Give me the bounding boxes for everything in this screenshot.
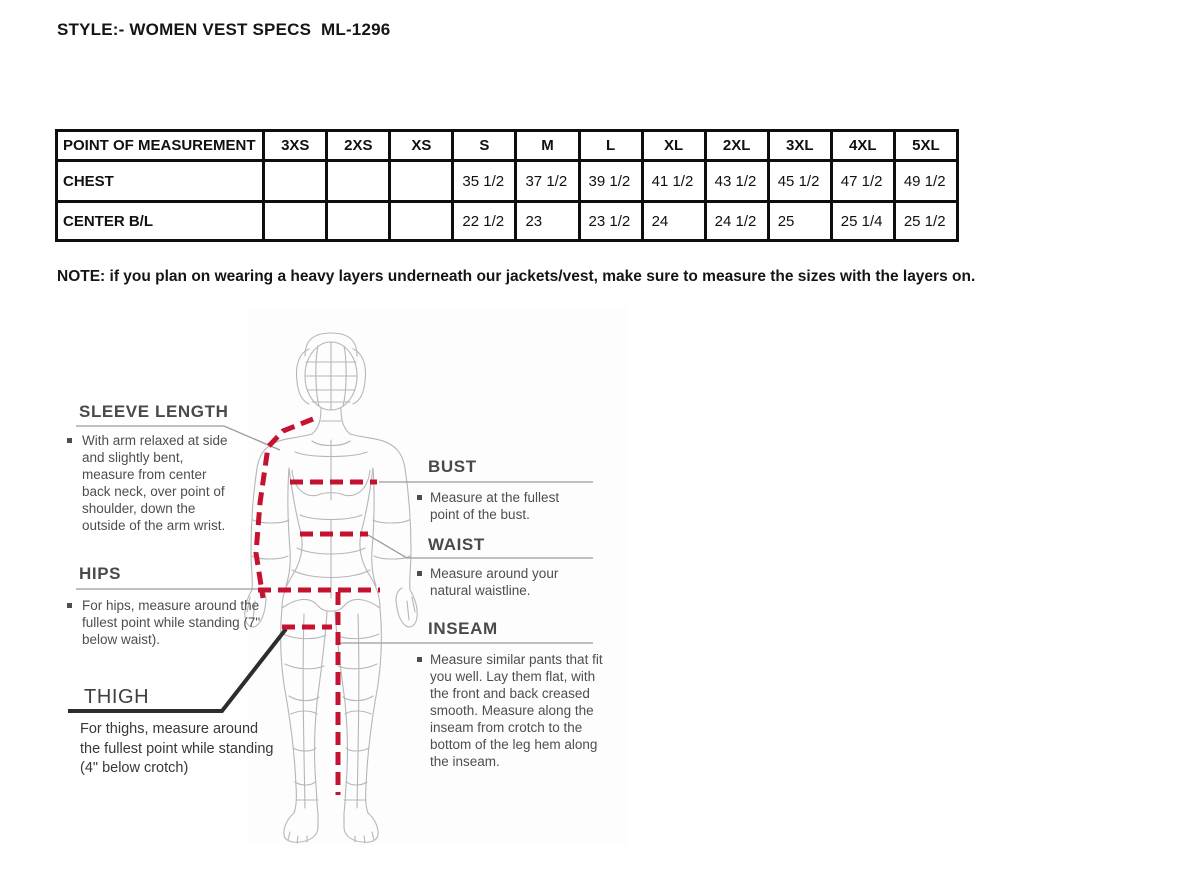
col-header-size-4XL: 4XL xyxy=(831,131,894,161)
measurement-value-cell: 24 1/2 xyxy=(705,202,768,241)
col-header-size-L: L xyxy=(579,131,642,161)
measurement-value-cell: 43 1/2 xyxy=(705,161,768,202)
note-text: NOTE: if you plan on wearing a heavy layers underneath our jackets/vest, make sure to measure the sizes with the layers on. xyxy=(57,268,976,285)
bust-description: Measure at the fullest point of the bust. xyxy=(430,490,560,522)
row-label: CENTER B/L xyxy=(57,202,264,241)
hips-description: For hips, measure around the fullest point while standing (7" below waist). xyxy=(82,598,261,647)
col-header-size-2XS: 2XS xyxy=(327,131,390,161)
measurement-value-cell: 35 1/2 xyxy=(453,161,516,202)
inseam-description: Measure similar pants that fit you well. Lay them flat, with the front and back creased smooth. Measure along the inseam from crotch to the bottom of the leg hem along the inseam. xyxy=(430,652,603,769)
measurement-value-cell: 41 1/2 xyxy=(642,161,705,202)
measurement-value-cell: 24 xyxy=(642,202,705,241)
measurement-value-cell: 23 xyxy=(516,202,579,241)
inseam-heading: INSEAM xyxy=(428,619,498,638)
thigh-description: For thighs, measure around the fullest point while standing (4" below crotch) xyxy=(80,721,274,776)
measurement-value-cell: 22 1/2 xyxy=(453,202,516,241)
measurement-value-cell: 49 1/2 xyxy=(894,161,957,202)
measurement-value-cell: 25 1/4 xyxy=(831,202,894,241)
page-title: STYLE:- WOMEN VEST SPECS ML-1296 xyxy=(57,20,391,39)
col-header-size-2XL: 2XL xyxy=(705,131,768,161)
bust-bullet xyxy=(417,495,422,500)
col-header-size-3XL: 3XL xyxy=(768,131,831,161)
col-header-size-3XS: 3XS xyxy=(264,131,327,161)
col-header-size-XS: XS xyxy=(390,131,453,161)
col-header-size-5XL: 5XL xyxy=(894,131,957,161)
measurement-value-cell: 45 1/2 xyxy=(768,161,831,202)
bust-heading: BUST xyxy=(428,457,477,476)
col-header-size-S: S xyxy=(453,131,516,161)
col-header-size-M: M xyxy=(516,131,579,161)
hips-bullet xyxy=(67,603,72,608)
sleeve-length-description: With arm relaxed at side and slightly bent, measure from center back neck, over point of shoulder, down the outside of the arm wrist. xyxy=(82,433,228,533)
measurement-value-cell: 25 1/2 xyxy=(894,202,957,241)
hips-heading: HIPS xyxy=(79,564,122,583)
measurement-value-cell: 37 1/2 xyxy=(516,161,579,202)
waist-description: Measure around your natural waistline. xyxy=(430,566,559,598)
row-label: CHEST xyxy=(57,161,264,202)
measurement-value-cell: 47 1/2 xyxy=(831,161,894,202)
measurement-value-cell: 39 1/2 xyxy=(579,161,642,202)
sleeve-length-heading: SLEEVE LENGTH xyxy=(79,402,229,421)
col-header-size-XL: XL xyxy=(642,131,705,161)
waist-bullet xyxy=(417,571,422,576)
waist-heading: WAIST xyxy=(428,535,485,554)
thigh-heading: THIGH xyxy=(84,686,150,708)
inseam-bullet xyxy=(417,657,422,662)
sleeve-bullet xyxy=(67,438,72,443)
measurement-value-cell: 23 1/2 xyxy=(579,202,642,241)
measurement-value-cell: 25 xyxy=(768,202,831,241)
col-header-point-of-measurement: POINT OF MEASUREMENT xyxy=(57,131,264,161)
